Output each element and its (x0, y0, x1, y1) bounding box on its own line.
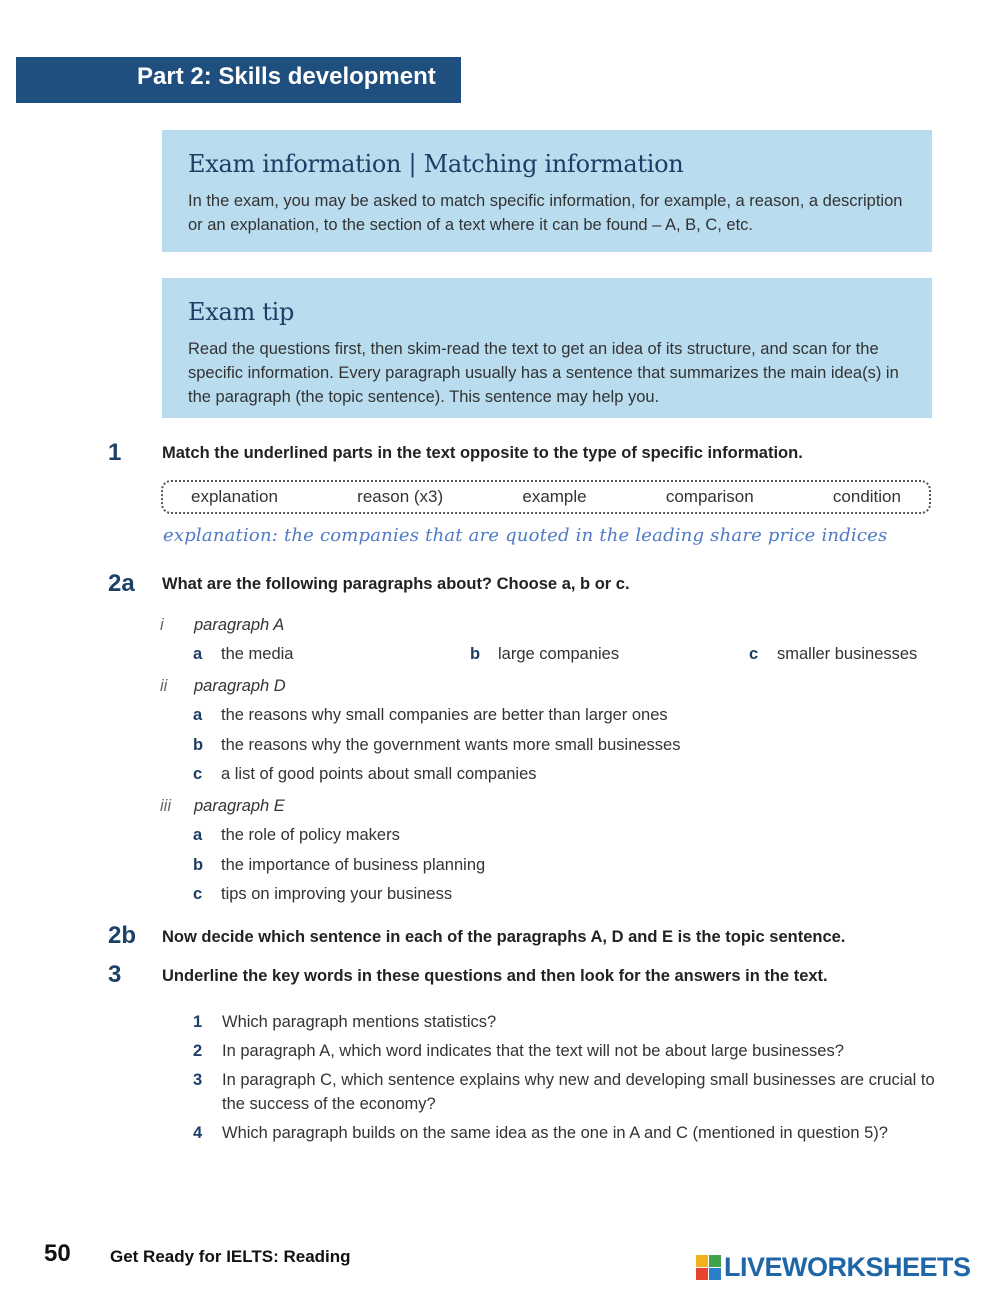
exam-tip-box (162, 278, 932, 418)
option-text: the reasons why small companies are better than larger ones (221, 706, 668, 724)
option-text: large companies (498, 645, 620, 663)
option-letter: a (193, 645, 203, 663)
option-letter: b (193, 736, 204, 754)
part-title: Part 2: Skills development (137, 63, 436, 90)
exam-information-body: In the exam, you may be asked to match specific information, for example, a reason, a description or an explanation, to the section of a text where it can be found – A, B, C, etc. (188, 192, 903, 234)
word-box-item: comparison (665, 487, 754, 506)
option-text: the importance of business planning (221, 856, 486, 874)
option-a[interactable] (193, 706, 668, 725)
liveworksheets-logo-icon (696, 1255, 721, 1280)
option-letter: a (193, 706, 203, 724)
option-text: tips on improving your business (221, 885, 453, 903)
option-b[interactable] (193, 856, 485, 875)
option-letter: a (193, 826, 203, 844)
word-box (161, 480, 931, 514)
word-box-item: example (522, 487, 587, 506)
item-text: In paragraph A, which word indicates that the text will not be about large businesses? (222, 1042, 844, 1060)
item-number: 4 (193, 1124, 203, 1142)
paragraph-label: paragraph A (194, 616, 285, 634)
page-number: 50 (44, 1240, 71, 1267)
paragraph-label: paragraph E (194, 797, 285, 815)
option-b[interactable] (470, 645, 619, 664)
handwritten-answer: explanation: the companies that are quoted in the leading share price indices (163, 525, 888, 546)
question-3-number: 3 (108, 961, 122, 988)
question-2b-number: 2b (108, 922, 137, 949)
brand-name: LIVEWORKSHEETS (724, 1252, 971, 1282)
item-text: Which paragraph mentions statistics? (222, 1013, 497, 1031)
liveworksheets-logo[interactable] (696, 1252, 971, 1283)
question-2a-instruction: What are the following paragraphs about? Choose a, b or c. (162, 575, 630, 593)
option-letter: b (193, 856, 204, 874)
word-box-item: reason (x3) (357, 487, 444, 506)
option-letter: b (470, 645, 481, 663)
word-box-item: condition (832, 487, 901, 506)
word-box-item: explanation (191, 487, 278, 506)
paragraph-item-ii (160, 677, 286, 696)
option-a[interactable] (193, 826, 400, 845)
question-3-instruction: Underline the key words in these questions and then look for the answers in the text. (162, 967, 828, 985)
exam-information-box (162, 130, 932, 252)
question-3-item-2 (193, 1039, 937, 1063)
option-c[interactable] (193, 765, 537, 784)
question-3-item-3 (193, 1068, 937, 1116)
item-text: In paragraph C, which sentence explains why new and developing small businesses are crucial to the success of the economy? (222, 1071, 935, 1113)
question-3-item-1 (193, 1010, 937, 1034)
part-title-banner (16, 57, 461, 103)
item-number: 1 (193, 1013, 203, 1031)
option-b[interactable] (193, 736, 680, 755)
roman-numeral: ii (160, 677, 168, 695)
exam-information-title: Exam information | Matching information (188, 150, 684, 178)
item-number: 3 (193, 1071, 203, 1089)
book-title: Get Ready for IELTS: Reading (110, 1247, 351, 1266)
roman-numeral: iii (160, 797, 171, 815)
exam-tip-body: Read the questions first, then skim-read the text to get an idea of its structure, and scan for the specific information. Every paragraph usually has a sentence that summarizes the main idea(s) in the paragraph (the topic sentence). This sentence may help you. (188, 340, 899, 406)
roman-numeral: i (160, 616, 164, 634)
question-3-item-4 (193, 1121, 937, 1145)
paragraph-item-iii (160, 797, 285, 816)
paragraph-label: paragraph D (194, 677, 286, 695)
option-a[interactable] (193, 645, 293, 664)
option-text: the role of policy makers (221, 826, 400, 844)
option-letter: c (193, 885, 203, 903)
option-letter: c (193, 765, 203, 783)
option-text: a list of good points about small companies (221, 765, 537, 783)
paragraph-item-i (160, 616, 284, 635)
option-c[interactable] (193, 885, 452, 904)
option-text: the media (221, 645, 294, 663)
question-2a-number: 2a (108, 570, 135, 597)
item-number: 2 (193, 1042, 203, 1060)
option-text: the reasons why the government wants more small businesses (221, 736, 681, 754)
option-letter: c (749, 645, 759, 663)
question-2b-instruction: Now decide which sentence in each of the paragraphs A, D and E is the topic sentence. (162, 928, 846, 946)
option-text: smaller businesses (777, 645, 918, 663)
question-1-instruction: Match the underlined parts in the text opposite to the type of specific information. (162, 444, 803, 462)
option-c[interactable] (749, 645, 917, 664)
question-1-number: 1 (108, 439, 122, 466)
item-text: Which paragraph builds on the same idea as the one in A and C (mentioned in question 5)? (222, 1124, 888, 1142)
exam-tip-title: Exam tip (188, 298, 295, 326)
